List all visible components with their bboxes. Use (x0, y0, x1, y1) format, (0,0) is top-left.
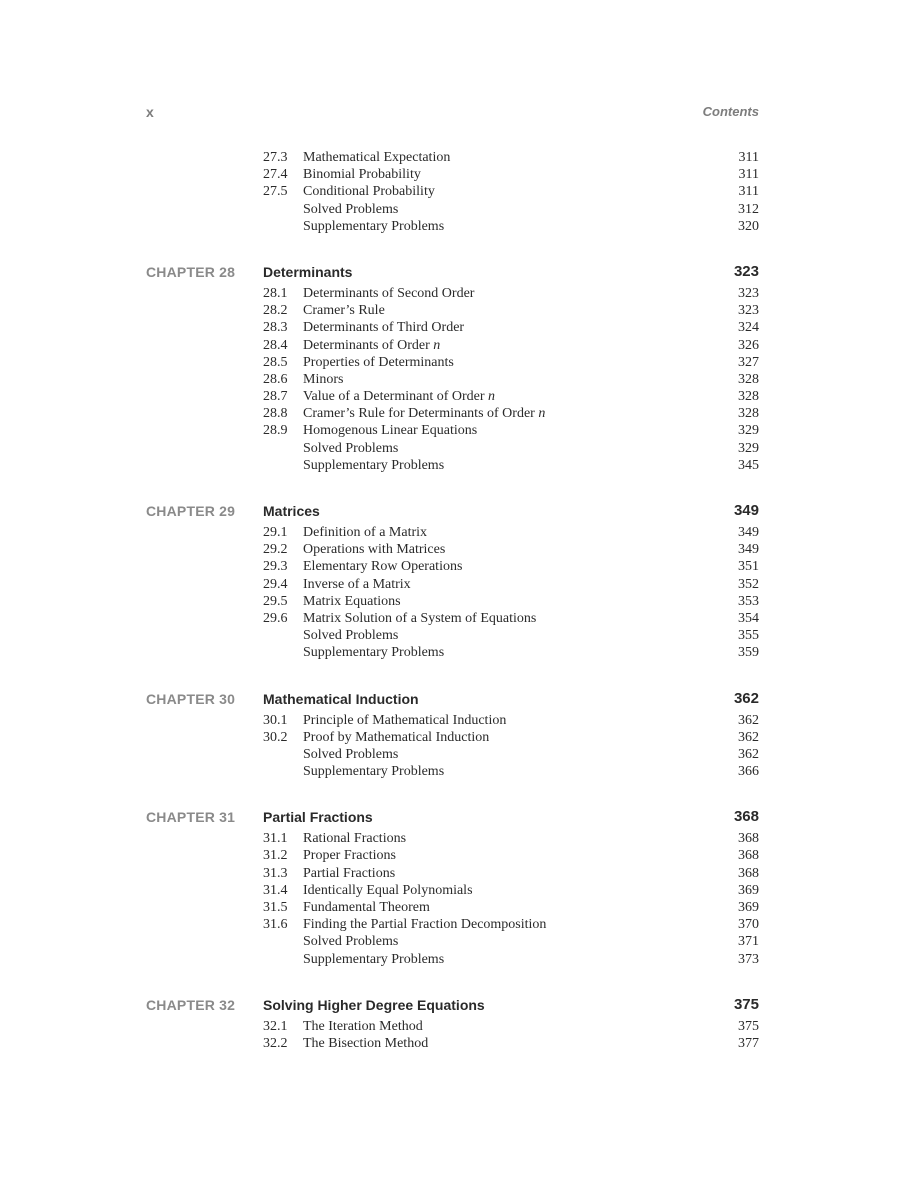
section-number: 28.3 (263, 320, 288, 336)
section-page: 329 (738, 423, 759, 439)
section-title: Supplementary Problems (303, 645, 445, 661)
chapter-list (146, 259, 759, 1052)
section-title: Definition of a Matrix (303, 525, 428, 540)
section-page: 362 (738, 712, 759, 728)
section-list (146, 285, 759, 474)
toc-entry (146, 610, 759, 627)
toc-entry (146, 319, 759, 336)
section-number: 31.3 (263, 865, 288, 881)
section-title: Minors (303, 371, 344, 387)
section-page: 327 (738, 354, 759, 370)
toc-entry (146, 285, 759, 302)
toc-entry (146, 576, 759, 593)
section-title: Principle of Mathematical Induction (303, 712, 507, 728)
section-title: Homogenous Linear Equations (303, 423, 478, 439)
section-page: 359 (738, 645, 759, 661)
chapter-title: Partial Fractions (263, 809, 373, 826)
section-page: 329 (738, 440, 759, 456)
toc-entry (146, 201, 759, 218)
continued-section-list (146, 149, 759, 235)
section-page: 371 (738, 934, 759, 950)
section-number: 28.6 (263, 371, 288, 387)
section-title: Operations with Matrices (303, 542, 446, 558)
section-page: 353 (738, 593, 759, 609)
section-page: 326 (738, 337, 759, 353)
chapter-heading (146, 259, 759, 285)
toc-entry (146, 371, 759, 388)
section-title: Solved Problems (303, 201, 399, 217)
toc-entry (146, 899, 759, 916)
section-title: Proof by Mathematical Induction (303, 729, 490, 745)
section-title: Fundamental Theorem (303, 900, 430, 915)
toc-entry (146, 830, 759, 847)
toc-entry (146, 644, 759, 661)
section-number: 29.5 (263, 593, 288, 609)
section-title: Supplementary Problems (303, 457, 445, 473)
section-page: 323 (738, 285, 759, 301)
section-page: 373 (738, 951, 759, 967)
toc-entry (146, 951, 759, 968)
toc-entry (146, 763, 759, 780)
toc-entry (146, 440, 759, 457)
section-page: 328 (738, 406, 759, 422)
section-title: Proper Fractions (303, 848, 396, 864)
section-number: 32.1 (263, 1018, 288, 1034)
section-page: 324 (738, 320, 759, 336)
toc-entry (146, 593, 759, 610)
section-title: Inverse of a Matrix (303, 576, 411, 592)
section-title: Solved Problems (303, 628, 399, 644)
section-title: Supplementary Problems (303, 951, 445, 967)
section-number: 31.2 (263, 848, 288, 864)
section-title: Solved Problems (303, 934, 399, 950)
section-number: 29.1 (263, 525, 288, 540)
chapter-label: CHAPTER 31 (146, 809, 236, 826)
section-number: 30.2 (263, 729, 288, 745)
section-page: 349 (738, 525, 759, 540)
toc-entry (146, 746, 759, 763)
section-number: 28.9 (263, 423, 288, 439)
page-number: x (146, 104, 154, 120)
chapter-label: CHAPTER 28 (146, 263, 236, 280)
toc-entry (146, 422, 759, 439)
section-list (146, 830, 759, 968)
section-page: 354 (738, 610, 759, 626)
section-page: 311 (738, 167, 759, 183)
section-title: Determinants of Second Order (303, 285, 475, 301)
toc-entry (146, 149, 759, 166)
chapter-heading (146, 686, 759, 712)
toc-entry (146, 916, 759, 933)
section-page: 377 (738, 1035, 759, 1051)
chapter-title: Matrices (263, 503, 320, 519)
chapter-page: 362 (733, 689, 759, 707)
section-page: 351 (738, 559, 759, 575)
section-number: 28.2 (263, 303, 288, 319)
section-title: Cramer’s Rule (303, 303, 385, 319)
toc-entry (146, 882, 759, 899)
section-page: 349 (738, 542, 759, 558)
chapter-heading (146, 804, 759, 830)
section-list (146, 524, 759, 662)
section-title: Determinants of Order n (303, 337, 441, 353)
chapter-heading (146, 498, 759, 524)
chapter-page: 323 (733, 262, 759, 280)
section-page: 375 (738, 1018, 759, 1034)
chapter-label: CHAPTER 32 (146, 996, 236, 1013)
section-number: 31.5 (263, 900, 288, 915)
toc-entry (146, 847, 759, 864)
section-page: 369 (738, 882, 759, 898)
chapter-label: CHAPTER 30 (146, 690, 236, 707)
section-number: 29.3 (263, 559, 288, 575)
section-page: 368 (738, 848, 759, 864)
toc-entry (146, 388, 759, 405)
running-head: Contents (702, 104, 759, 119)
section-title: Solved Problems (303, 440, 399, 456)
section-page: 368 (738, 831, 759, 847)
chapter-label: CHAPTER 29 (146, 503, 236, 519)
toc-entry (146, 933, 759, 950)
section-page: 312 (738, 201, 759, 217)
toc-entry (146, 457, 759, 474)
section-number: 27.3 (263, 150, 288, 165)
toc-entry (146, 337, 759, 354)
section-page: 345 (738, 457, 759, 473)
section-page: 311 (738, 184, 759, 200)
section-number: 28.1 (263, 285, 288, 301)
section-title: Determinants of Third Order (303, 320, 465, 336)
section-title: Conditional Probability (303, 184, 435, 200)
chapter-title: Determinants (263, 263, 353, 280)
section-page: 362 (738, 729, 759, 745)
section-title: Partial Fractions (303, 865, 396, 881)
section-page: 328 (738, 389, 759, 405)
section-title: The Iteration Method (303, 1018, 423, 1034)
table-of-contents (146, 149, 759, 1052)
section-number: 29.2 (263, 542, 288, 558)
section-page: 355 (738, 628, 759, 644)
section-page: 368 (738, 865, 759, 881)
section-number: 30.1 (263, 712, 288, 728)
section-title: Mathematical Expectation (303, 150, 451, 165)
section-page: 352 (738, 576, 759, 592)
section-title: The Bisection Method (303, 1035, 429, 1051)
section-title: Identically Equal Polynomials (303, 882, 473, 898)
section-page: 320 (738, 218, 759, 234)
section-title: Cramer’s Rule for Determinants of Order n (303, 406, 546, 422)
toc-entry (146, 558, 759, 575)
section-page: 366 (738, 764, 759, 780)
toc-entry (146, 865, 759, 882)
chapter-page: 349 (733, 502, 759, 519)
section-title: Elementary Row Operations (303, 559, 463, 575)
section-title: Properties of Determinants (303, 354, 454, 370)
toc-entry (146, 405, 759, 422)
section-list (146, 1018, 759, 1052)
toc-entry (146, 627, 759, 644)
section-page: 370 (738, 917, 759, 933)
chapter-page: 368 (733, 808, 759, 826)
section-title: Finding the Partial Fraction Decomposition (303, 917, 547, 933)
section-number: 31.1 (263, 831, 288, 847)
section-number: 32.2 (263, 1035, 288, 1051)
toc-entry (146, 712, 759, 729)
section-number: 31.4 (263, 882, 288, 898)
section-number: 28.7 (263, 389, 288, 405)
section-title: Binomial Probability (303, 167, 421, 183)
toc-entry (146, 729, 759, 746)
section-number: 31.6 (263, 917, 288, 933)
section-page: 328 (738, 371, 759, 387)
section-title: Solved Problems (303, 746, 399, 762)
chapter-page: 375 (733, 995, 759, 1013)
toc-entry (146, 541, 759, 558)
section-title: Supplementary Problems (303, 764, 445, 780)
toc-entry (146, 183, 759, 200)
toc-entry (146, 302, 759, 319)
section-page: 362 (738, 746, 759, 762)
chapter-title: Solving Higher Degree Equations (263, 996, 485, 1013)
section-page: 369 (738, 900, 759, 915)
section-title: Matrix Equations (303, 593, 401, 609)
toc-entry (146, 524, 759, 541)
section-page: 323 (738, 303, 759, 319)
toc-entry (146, 1018, 759, 1035)
section-number: 28.4 (263, 337, 288, 353)
section-title: Rational Fractions (303, 831, 407, 847)
section-title: Matrix Solution of a System of Equations (303, 610, 537, 626)
section-number: 29.6 (263, 610, 288, 626)
section-list (146, 712, 759, 781)
chapter-heading (146, 992, 759, 1018)
section-number: 29.4 (263, 576, 288, 592)
section-number: 27.5 (263, 184, 288, 200)
section-title: Value of a Determinant of Order n (303, 389, 496, 405)
section-number: 27.4 (263, 167, 288, 183)
toc-entry (146, 354, 759, 371)
toc-entry (146, 1035, 759, 1052)
section-title: Supplementary Problems (303, 218, 445, 234)
section-number: 28.5 (263, 354, 288, 370)
section-number: 28.8 (263, 406, 288, 422)
toc-entry (146, 218, 759, 235)
chapter-title: Mathematical Induction (263, 690, 419, 707)
toc-entry (146, 166, 759, 183)
section-page: 311 (738, 150, 759, 165)
